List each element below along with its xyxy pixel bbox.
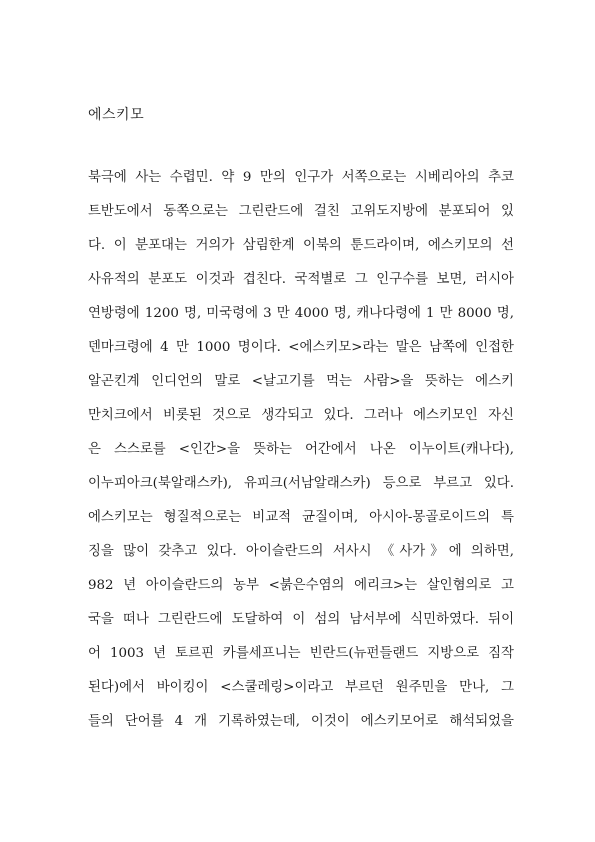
text-line: 다. 이 분포대는 거의가 삼림한계 이북의 툰드라이며, 에스키모의 선 — [88, 238, 514, 253]
text-line: 트반도에서 동쪽으로는 그린란드에 걸친 고위도지방에 분포되어 있 — [88, 204, 514, 219]
text-line: 된다)에서 바이킹이 <스쿨레링>이라고 부르던 원주민을 만나, 그 — [88, 680, 514, 695]
text-line: 어 1003 년 토르핀 카를세프니는 빈란드(뉴펀들랜드 지방으로 짐작 — [88, 646, 514, 661]
text-line: 국을 떠나 그린란드에 도달하여 이 섬의 남서부에 식민하였다. 뒤이 — [88, 612, 514, 627]
text-line: 에스키모는 형질적으로는 비교적 균질이며, 아시아-몽골로이드의 특 — [88, 510, 514, 525]
text-line: 덴마크령에 4 만 1000 명이다. <에스키모>라는 말은 남쪽에 인접한 — [88, 340, 514, 355]
text-line: 은 스스로를 <인간>을 뜻하는 어간에서 나온 이누이트(캐나다), — [88, 442, 514, 457]
text-line: 982 년 아이슬란드의 농부 <붉은수염의 에리크>는 살인혐의로 고 — [88, 578, 514, 593]
text-line: 이누피아크(북알래스카), 유피크(서남알래스카) 등으로 부르고 있다. — [88, 476, 514, 491]
text-line: 사유적의 분포도 이것과 겹친다. 국적별로 그 인구수를 보면, 러시아 — [88, 272, 514, 287]
text-line: 알곤킨계 인디언의 말로 <날고기를 먹는 사람>을 뜻하는 에스키 — [88, 374, 514, 389]
text-line: 북극에 사는 수렵민. 약 9 만의 인구가 서쪽으로는 시베리아의 추코 — [88, 170, 514, 185]
document-title: 에스키모 — [88, 107, 145, 123]
text-line: 만치크에서 비롯된 것으로 생각되고 있다. 그러나 에스키모인 자신 — [88, 408, 514, 423]
text-line: 연방령에 1200 명, 미국령에 3 만 4000 명, 캐나다령에 1 만 8000 명, — [88, 306, 514, 321]
body-paragraph — [88, 161, 514, 739]
text-line: 들의 단어를 4 개 기록하였는데, 이것이 에스키모어로 해석되었을 — [88, 714, 514, 729]
text-line: 징을 많이 갖추고 있다. 아이슬란드의 서사시 《사가》에 의하면, — [88, 544, 514, 559]
